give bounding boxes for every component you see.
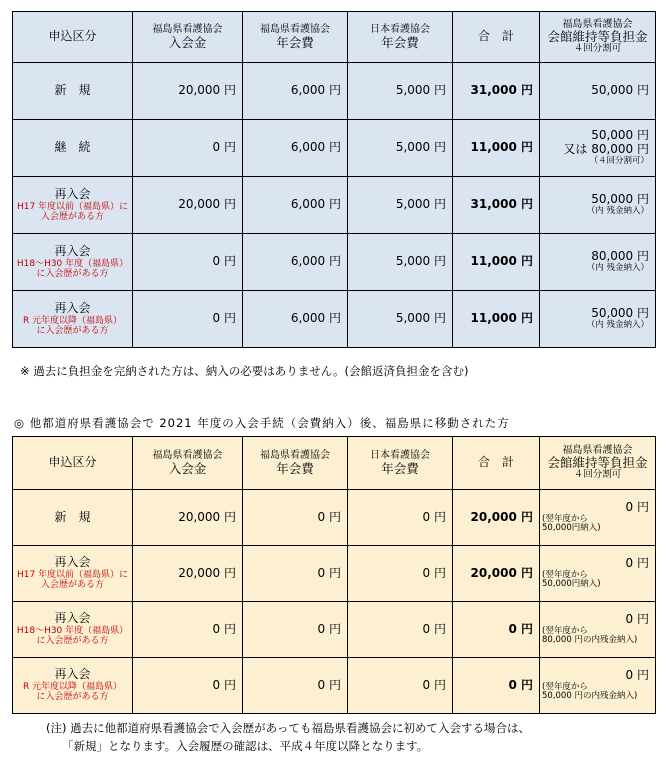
row-category: 再入会 R 元年度以降（福島県） に入会歴がある方 (13, 291, 133, 348)
footer-note-line-1: (注) 過去に他都道府県看護協会で入会歴があっても福島県看護協会に初めて入会する場合は、 (46, 721, 531, 735)
entry-fee-cell: 0 円 (133, 658, 243, 714)
total-cell: 0 円 (453, 658, 540, 714)
entry-fee-cell: 20,000 円 (133, 490, 243, 546)
annual-fee-cell: 6,000 円 (243, 120, 348, 177)
hall-fee-cell: 50,000 円 （内 残金納入） (540, 291, 656, 348)
table-row (13, 63, 656, 120)
entry-fee-cell: 0 円 (133, 234, 243, 291)
header-jna-annual-fee: 日本看護協会 年会費 (348, 437, 453, 490)
footer-note-line-2: 「新規」となります。入会履歴の確認は、平成４年度以降となります。 (62, 739, 429, 753)
jna-fee-cell: 5,000 円 (348, 120, 453, 177)
row-category: 新 規 (13, 490, 133, 546)
table-row (13, 120, 656, 177)
table-row (13, 546, 656, 602)
hall-fee-cell: 80,000 円 （内 残金納入） (540, 234, 656, 291)
completed-payment-note: ※ 過去に負担金を完納された方は、納入の必要はありません。(会館返済負担金を含む) (20, 364, 469, 378)
header-hall-maintenance-fee: 福島県看護協会 会館維持等負担金 ４回分割可 (540, 12, 656, 63)
entry-fee-cell: 20,000 円 (133, 546, 243, 602)
header-fukushima-annual-fee: 福島県看護協会 年会費 (243, 437, 348, 490)
hall-fee-cell: 50,000 円 （内 残金納入） (540, 177, 656, 234)
header-fukushima-entry-fee: 福島県看護協会 入会金 (133, 437, 243, 490)
table-header-row (13, 437, 656, 490)
annual-fee-cell: 6,000 円 (243, 63, 348, 120)
total-cell: 20,000 円 (453, 490, 540, 546)
header-category: 申込区分 (13, 12, 133, 63)
row-category: 新 規 (13, 63, 133, 120)
annual-fee-cell: 0 円 (243, 602, 348, 658)
hall-fee-cell: 0 円 (翌年度から 50,000円納入) (540, 546, 656, 602)
total-cell: 11,000 円 (453, 120, 540, 177)
annual-fee-cell: 0 円 (243, 546, 348, 602)
table-row (13, 177, 656, 234)
jna-fee-cell: 0 円 (348, 658, 453, 714)
annual-fee-cell: 0 円 (243, 490, 348, 546)
table-row (13, 234, 656, 291)
total-cell: 20,000 円 (453, 546, 540, 602)
header-jna-annual-fee: 日本看護協会 年会費 (348, 12, 453, 63)
table-row (13, 602, 656, 658)
entry-fee-cell: 20,000 円 (133, 177, 243, 234)
hall-fee-cell: 0 円 (翌年度から 50,000円納入) (540, 490, 656, 546)
entry-fee-cell: 0 円 (133, 602, 243, 658)
header-fukushima-entry-fee: 福島県看護協会 入会金 (133, 12, 243, 63)
entry-fee-cell: 0 円 (133, 120, 243, 177)
header-fukushima-annual-fee: 福島県看護協会 年会費 (243, 12, 348, 63)
total-cell: 31,000 円 (453, 63, 540, 120)
annual-fee-cell: 6,000 円 (243, 291, 348, 348)
transfer-fee-table (12, 436, 656, 714)
total-cell: 11,000 円 (453, 234, 540, 291)
jna-fee-cell: 0 円 (348, 602, 453, 658)
row-category: 継 続 (13, 120, 133, 177)
total-cell: 31,000 円 (453, 177, 540, 234)
hall-fee-cell: 50,000 円 又は 80,000 円 （４回分割可） (540, 120, 656, 177)
table-row (13, 658, 656, 714)
annual-fee-cell: 6,000 円 (243, 234, 348, 291)
jna-fee-cell: 0 円 (348, 546, 453, 602)
table-row (13, 490, 656, 546)
jna-fee-cell: 0 円 (348, 490, 453, 546)
row-category: 再入会 H17 年度以前（福島県）に 入会歴がある方 (13, 546, 133, 602)
table-header-row (13, 12, 656, 63)
header-category: 申込区分 (13, 437, 133, 490)
hall-fee-cell: 0 円 (翌年度から 50,000 円の内残金納入) (540, 658, 656, 714)
entry-fee-cell: 0 円 (133, 291, 243, 348)
hall-fee-cell: 0 円 (翌年度から 80,000 円の内残金納入) (540, 602, 656, 658)
table-row (13, 291, 656, 348)
total-cell: 11,000 円 (453, 291, 540, 348)
row-category: 再入会 R 元年度以降（福島県） に入会歴がある方 (13, 658, 133, 714)
row-category: 再入会 H18～H30 年度（福島県） に入会歴がある方 (13, 602, 133, 658)
annual-fee-cell: 0 円 (243, 658, 348, 714)
jna-fee-cell: 5,000 円 (348, 234, 453, 291)
row-category: 再入会 H17 年度以前（福島県）に 入会歴がある方 (13, 177, 133, 234)
membership-fee-table (12, 11, 656, 348)
jna-fee-cell: 5,000 円 (348, 177, 453, 234)
row-category: 再入会 H18～H30 年度（福島県） に入会歴がある方 (13, 234, 133, 291)
jna-fee-cell: 5,000 円 (348, 63, 453, 120)
entry-fee-cell: 20,000 円 (133, 63, 243, 120)
header-hall-maintenance-fee: 福島県看護協会 会館維持等負担金 ４回分割可 (540, 437, 656, 490)
transfer-section-heading: ◎ 他都道府県看護協会で 2021 年度の入会手続（会費納入）後、福島県に移動された方 (14, 416, 510, 430)
annual-fee-cell: 6,000 円 (243, 177, 348, 234)
total-cell: 0 円 (453, 602, 540, 658)
header-total: 合 計 (453, 12, 540, 63)
header-total: 合 計 (453, 437, 540, 490)
hall-fee-cell: 50,000 円 (540, 63, 656, 120)
jna-fee-cell: 5,000 円 (348, 291, 453, 348)
